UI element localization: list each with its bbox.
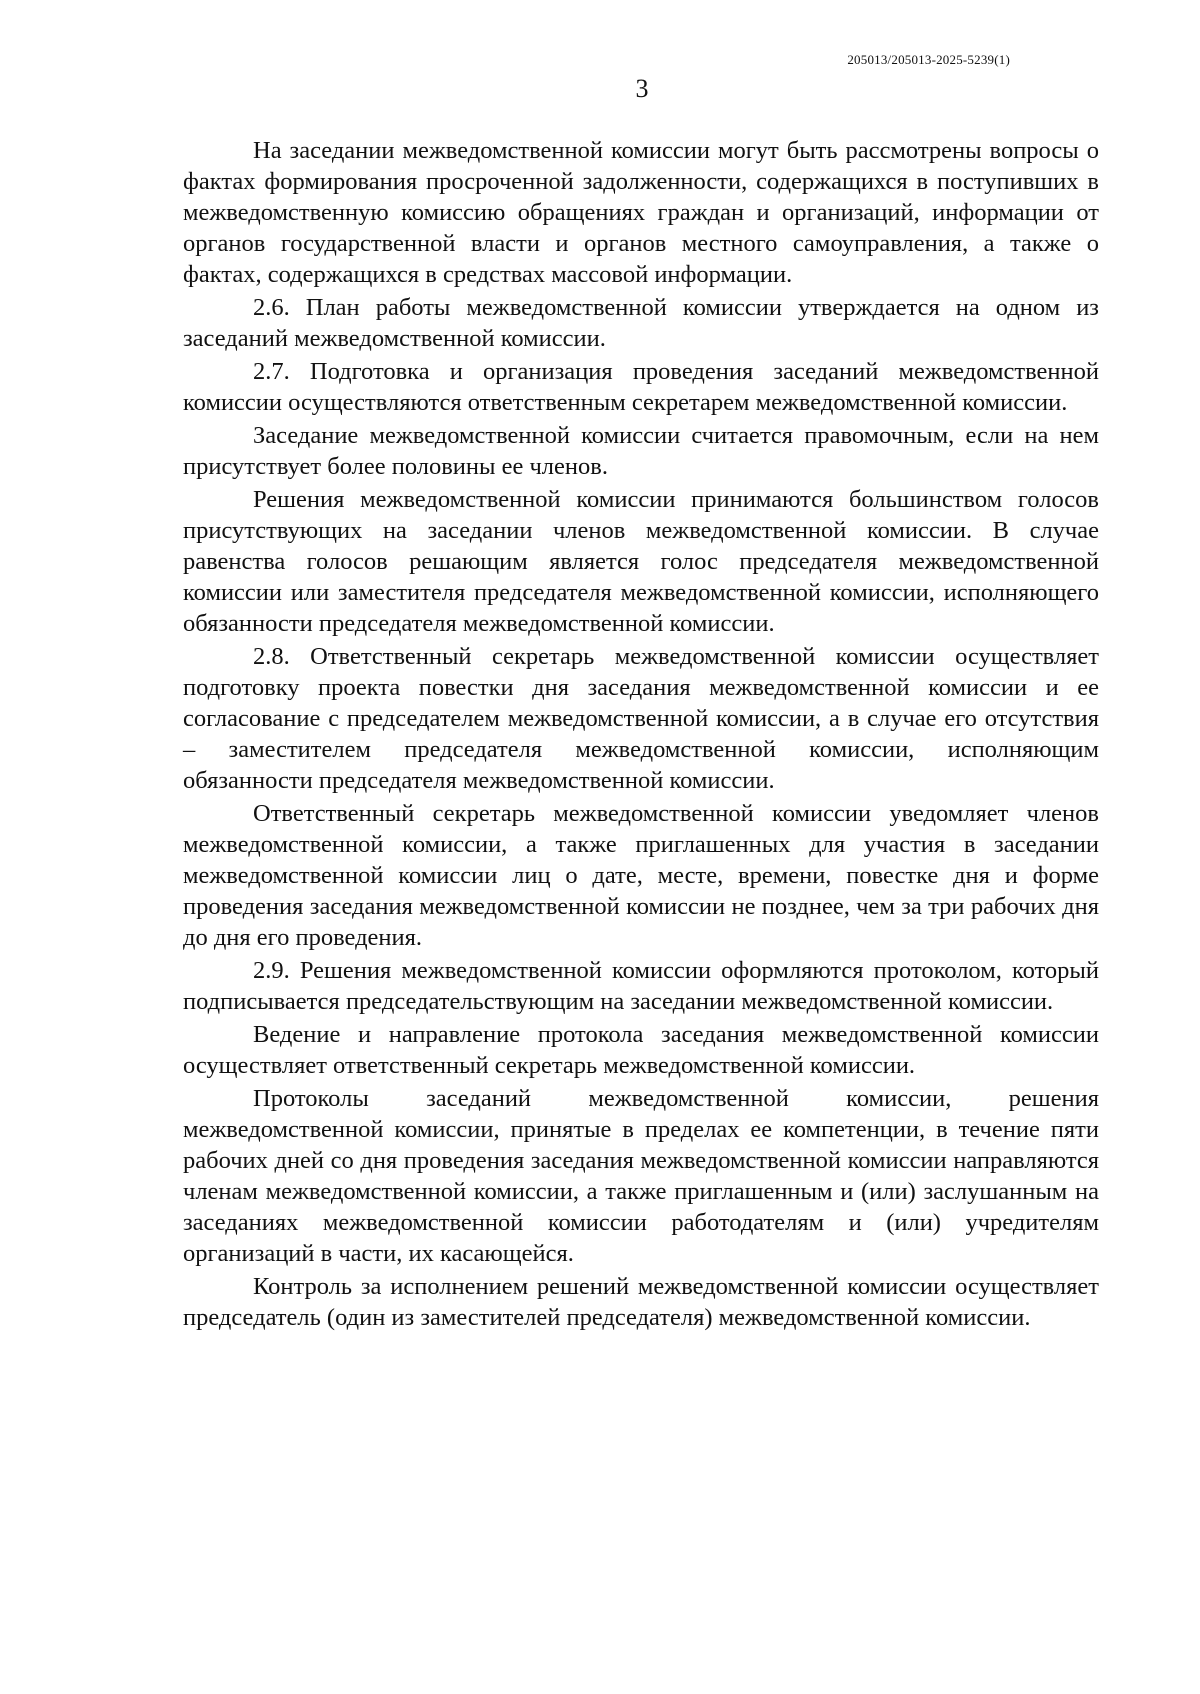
- paragraph: Ответственный секретарь межведомственной комиссии уведомляет членов межведомственной комиссии, а также приглашенных для участия в заседании межведомственной комиссии лиц о дате, месте, времени, повестке дня и форме проведения заседания межведомственной комиссии не позднее, чем за три рабочих дня до дня его проведения.: [183, 800, 1099, 951]
- paragraph: Заседание межведомственной комиссии считается правомочным, если на нем присутствует более половины ее членов.: [183, 422, 1099, 480]
- paragraph: Решения межведомственной комиссии принимаются большинством голосов присутствующих на заседании членов межведомственной комиссии. В случае равенства голосов решающим является голос председателя межведомственной комиссии или заместителя председателя межведомственной комиссии, исполняющего обязанности председателя межведомственной комиссии.: [183, 486, 1099, 637]
- paragraph: 2.9. Решения межведомственной комиссии оформляются протоколом, который подписывается председательствующим на заседании межведомственной комиссии.: [183, 957, 1099, 1015]
- paragraph: Ведение и направление протокола заседания межведомственной комиссии осуществляет ответственный секретарь межведомственной комиссии.: [183, 1021, 1099, 1079]
- paragraph: 2.8. Ответственный секретарь межведомственной комиссии осуществляет подготовку проекта повестки дня заседания межведомственной комиссии и ее согласование с председателем межведомственной комиссии, а в случае его отсутствия – заместителем председателя межведомственной комиссии, исполняющим обязанности председателя межведомственной комиссии.: [183, 643, 1099, 794]
- document-body: [183, 135, 1099, 1333]
- page-number: 3: [635, 74, 649, 103]
- paragraph: 2.6. План работы межведомственной комиссии утверждается на одном из заседаний межведомственной комиссии.: [183, 294, 1099, 352]
- paragraph: 2.7. Подготовка и организация проведения заседаний межведомственной комиссии осуществляются ответственным секретарем межведомственной комиссии.: [183, 358, 1099, 416]
- document-id: 205013/205013-2025-5239(1): [847, 52, 1010, 67]
- paragraph: На заседании межведомственной комиссии могут быть рассмотрены вопросы о фактах формирования просроченной задолженности, содержащихся в поступивших в межведомственную комиссию обращениях граждан и организаций, информации от органов государственной власти и органов местного самоуправления, а также о фактах, содержащихся в средствах массовой информации.: [183, 137, 1099, 288]
- paragraph: Контроль за исполнением решений межведомственной комиссии осуществляет председатель (один из заместителей председателя) межведомственной комиссии.: [183, 1273, 1099, 1331]
- paragraph: Протоколы заседаний межведомственной комиссии, решения межведомственной комиссии, принятые в пределах ее компетенции, в течение пяти рабочих дней со дня проведения заседания межведомственной комиссии направляются членам межведомственной комиссии, а также приглашенным и (или) заслушанным на заседаниях межведомственной комиссии работодателям и (или) учредителям организаций в части, их касающейся.: [183, 1085, 1099, 1267]
